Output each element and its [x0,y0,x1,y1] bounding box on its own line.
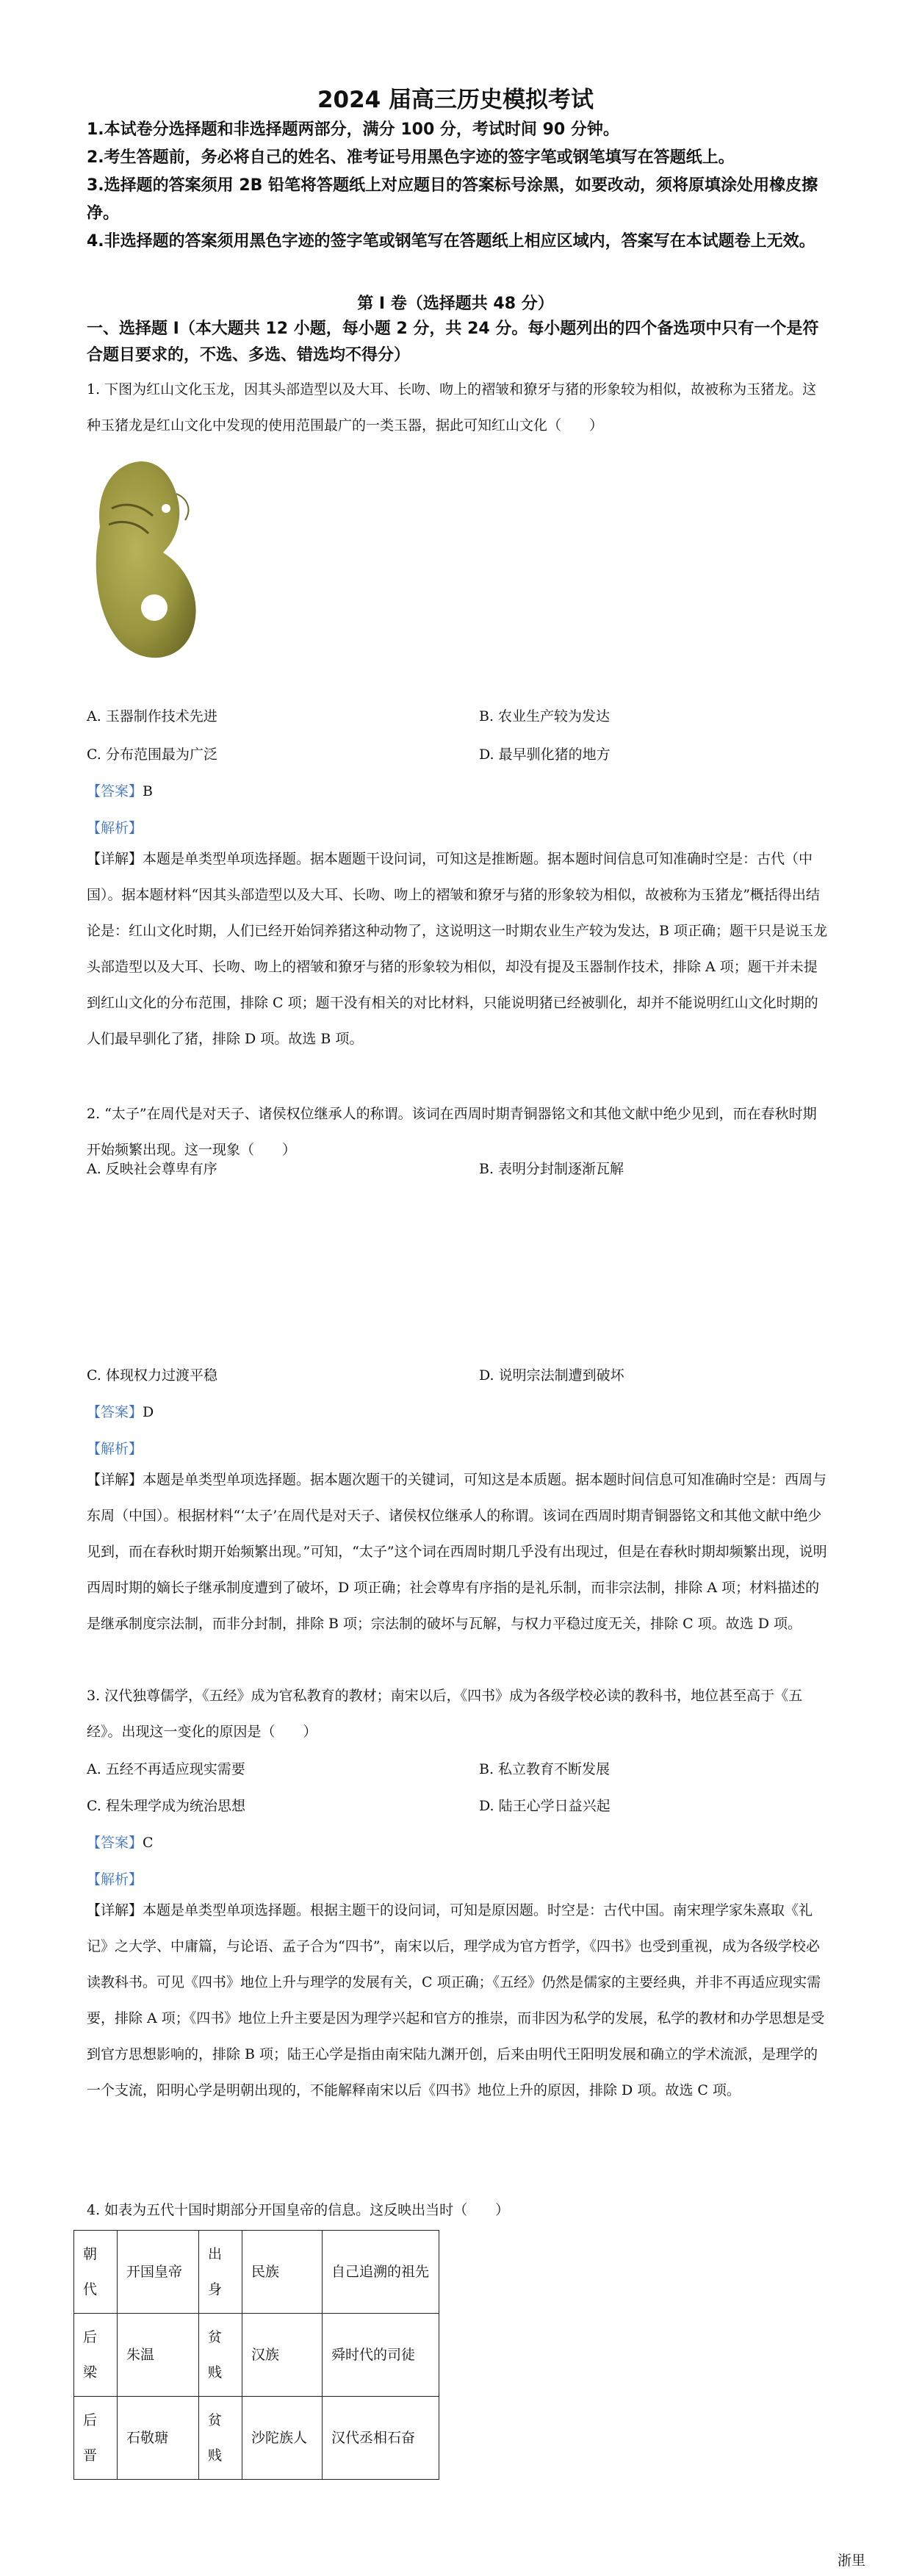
question-4-stem: 4. 如表为五代十国时期部分开国皇帝的信息。这反映出当时（ ） [87,2202,510,2218]
page-title: 2024 届高三历史模拟考试 [317,87,594,113]
q2-option-c: C. 体现权力过渡平稳 [87,1367,217,1384]
table-header-row [74,2231,439,2314]
answer-value: D [143,1404,154,1420]
table-cell: 舜时代的司徒 [323,2314,439,2397]
table-header-cell: 民族 [242,2231,323,2314]
section-intro: 一、选择题 I（本大题共 12 小题，每小题 2 分，共 24 分。每小题列出的四个备选项中只有一个是符合题目要求的，不选、多选、错选均不得分） [87,320,819,364]
q1-option-b: B. 农业生产较为发达 [479,708,611,724]
notice-4: 4.非选择题的答案须用黑色字迹的签字笔或钢笔写在答题纸上相应区域内，答案写在本试题卷上无效。 [87,232,815,251]
table-cell: 汉代丞相石奋 [323,2397,439,2480]
table-cell: 朱温 [118,2314,199,2397]
q2-answer [87,1401,154,1423]
footer-watermark: 浙里 [837,2552,865,2569]
q3-option-d: D. 陆王心学日益兴起 [479,1798,611,1814]
q3-option-c: C. 程朱理学成为统治思想 [87,1798,245,1814]
detail-label: 【详解】 [87,1472,143,1488]
section-title: 第 I 卷（选择题共 48 分） [357,295,554,313]
question-2-stem: 2. “太子”在周代是对天子、诸侯权位继承人的称谓。该词在西周时期青铜器铭文和其他文献中绝少见到，而在春秋时期开始频繁出现。这一现象（ ） [87,1106,817,1158]
q2-analysis-label: 【解析】 [87,1441,143,1457]
notice-1: 1.本试卷分选择题和非选择题两部分，满分 100 分，考试时间 90 分钟。 [87,120,619,139]
q3-option-b: B. 私立教育不断发展 [479,1761,611,1777]
q2-option-a: A. 反映社会尊卑有序 [87,1161,217,1177]
answer-value: C [143,1835,154,1851]
q1-answer [87,780,153,802]
q1-option-d: D. 最早驯化猪的地方 [479,746,611,763]
q3-detail [87,1893,829,2109]
q1-detail [87,841,829,1057]
q2-option-d: D. 说明宗法制遭到破坏 [479,1367,624,1384]
question-1-stem: 1. 下图为红山文化玉龙，因其头部造型以及大耳、长吻、吻上的褶皱和獠牙与猪的形象较为相似，故被称为玉猪龙。这种玉猪龙是红山文化中发现的使用范围最广的一类玉器，据此可知红山文化（ ） [87,381,817,433]
answer-value: B [143,783,153,799]
table-header-cell: 自己追溯的祖先 [323,2231,439,2314]
detail-label: 【详解】 [87,1902,143,1918]
table-cell: 后梁 [74,2314,118,2397]
table-cell: 贫贱 [199,2397,242,2480]
q2-option-b: B. 表明分封制逐渐瓦解 [479,1161,624,1177]
notice-2: 2.考生答题前，务必将自己的姓名、准考证号用黑色字迹的签字笔或钢笔填写在答题纸上。 [87,148,735,167]
q3-option-a: A. 五经不再适应现实需要 [87,1761,245,1777]
jade-pig-dragon-image [90,457,198,672]
table-header-cell: 开国皇帝 [118,2231,199,2314]
detail-text: 本题是单类型单项选择题。据本题次题干的关键词，可知这是本质题。据本题时间信息可知准确时空是：西周与东周（中国）。根据材料“‘太子’在周代是对天子、诸侯权位继承人的称谓。该词在西周时期青铜器铭文和其他文献中绝少见到，而在春秋时期开始频繁出现。”可知，“太子”这个词在西周时期几乎没有出现过，但是在春秋时期却频繁出现，说明西周时期的嫡长子继承制度遭到了破坏，D 项正确；社会尊卑有序指的是礼乐制，而非宗法制，排除 A 项；材料描述的是继承制度宗法制，而非分封制，排除 B 项；宗法制的破坏与瓦解，与权力平稳过度无关，排除 C 项。故选 D 项。 [87,1472,827,1632]
answer-label: 【答案】 [87,783,143,799]
table-header-cell: 朝代 [74,2231,118,2314]
answer-label: 【答案】 [87,1835,143,1851]
q3-answer [87,1832,154,1854]
notice-3: 3.选择题的答案须用 2B 铅笔将答题纸上对应题目的答案标号涂黑，如要改动，须将原填涂处用橡皮擦净。 [87,176,818,223]
table-cell: 沙陀族人 [242,2397,323,2480]
table-header-cell: 出身 [199,2231,242,2314]
detail-label: 【详解】 [87,851,143,867]
q1-option-a: A. 玉器制作技术先进 [87,708,217,724]
q1-option-c: C. 分布范围最为广泛 [87,746,217,763]
question-3-stem: 3. 汉代独尊儒学，《五经》成为官私教育的教材；南宋以后，《四书》成为各级学校必读的教科书，地位甚至高于《五经》。出现这一变化的原因是（ ） [87,1688,803,1740]
table-row [74,2314,439,2397]
answer-label: 【答案】 [87,1404,143,1420]
table-cell: 贫贱 [199,2314,242,2397]
table-cell: 石敬瑭 [118,2397,199,2480]
detail-text: 本题是单类型单项选择题。据本题题干设问词，可知这是推断题。据本题时间信息可知准确时空是：古代（中国）。据本题材料“因其头部造型以及大耳、长吻、吻上的褶皱和獠牙与猪的形象较为相似，故被称为玉猪龙”概括得出结论是：红山文化时期，人们已经开始饲养猪这种动物了，这说明这一时期农业生产较为发达，B 项正确；题干只是说玉龙头部造型以及大耳、长吻、吻上的褶皱和獠牙与猪的形象较为相似，却没有提及玉器制作技术，排除 A 项；题干并未提到红山文化的分布范围，排除 C 项；题干没有相关的对比材料，只能说明猪已经被驯化，却并不能说明红山文化时期的人们最早驯化了猪，排除 D 项。故选 B 项。 [87,851,828,1047]
q1-analysis-label: 【解析】 [87,820,143,836]
table-cell: 后晋 [74,2397,118,2480]
q2-detail [87,1462,829,1642]
table-cell: 汉族 [242,2314,323,2397]
emperor-table [73,2230,439,2480]
table-row [74,2397,439,2480]
detail-text: 本题是单类型单项选择题。根据主题干的设问词，可知是原因题。时空是：古代中国。南宋理学家朱熹取《礼记》之大学、中庸篇，与论语、孟子合为“四书”，南宋以后，理学成为官方哲学，《四书》也受到重视，成为各级学校必读教科书。可见《四书》地位上升与理学的发展有关，C 项正确；《五经》仍然是儒家的主要经典，并非不再适应现实需要，排除 A 项；《四书》地位上升主要是因为理学兴起和官方的推崇，而非因为私学的发展，私学的教材和办学思想是受到官方思想影响的，排除 B 项；陆王心学是指由南宋陆九渊开创，后来由明代王阳明发展和确立的学术流派，是理学的一个支流，阳明心学是明朝出现的，不能解释南宋以后《四书》地位上升的原因，排除 D 项。故选 C 项。 [87,1902,825,2098]
q3-analysis-label: 【解析】 [87,1871,143,1888]
